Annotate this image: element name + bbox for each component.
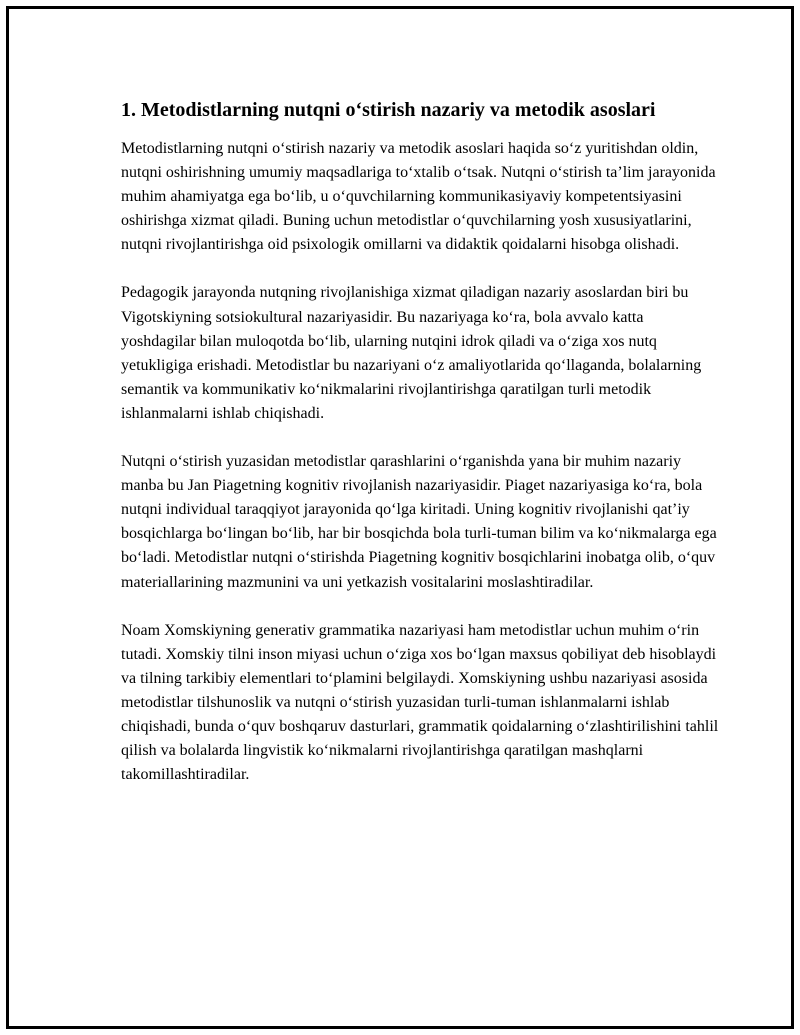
paragraph-3: Nutqni o‘stirish yuzasidan metodistlar qarashlarini o‘rganishda yana bir muhim nazariy manba bu Jan Piagetning kognitiv rivojlanish nazariyasidir. Piaget nazariyasiga ko‘ra, bola nutqni individual taraqqiyot jarayonida qo‘lga kiritadi. Uning kognitiv rivojlanishi qat’iy bosqichlarga bo‘lingan bo‘lib, har bir bosqichda bola turli-tuman bilim va ko‘nikmalarga ega bo‘ladi. Metodistlar nutqni o‘stirishda Piagetning kognitiv bosqichlarini inobatga olib, o‘quv materiallarining mazmunini va uni yetkazish vositalarini moslashtiradilar.	[121, 453, 717, 591]
paragraph-1: Metodistlarning nutqni o‘stirish nazariy va metodik asoslari haqida so‘z yuritishdan oldin, nutqni oshirishning umumiy maqsadlariga to‘xtalib o‘tsak. Nutqni o‘stirish ta’lim jarayonida muhim ahamiyatga ega bo‘lib, u o‘quvchilarning kommunikasiyaviy kompetentsiyasini oshirishga xizmat qiladi. Buning uchun metodistlar o‘quvchilarning yosh xususiyatlarini, nutqni rivojlantirishga oid psixologik omillarni va didaktik qoidalarni hisobga olishadi.	[121, 140, 716, 254]
document-body	[121, 97, 721, 811]
paragraph-4: Noam Xomskiyning generativ grammatika nazariyasi ham metodistlar uchun muhim o‘rin tutadi. Xomskiy tilni inson miyasi uchun o‘ziga xos bo‘lgan maxsus qobiliyat deb hisoblaydi va tilning tarkibiy elementlari to‘plamini belgilaydi. Xomskiyning ushbu nazariyasi asosida metodistlar tilshunoslik va nutqni o‘stirish yuzasidan turli-tuman ishlanmalarni ishlab chiqishadi, bunda o‘quv boshqaruv dasturlari, grammatik qoidalarning o‘zlashtirilishini tahlil qilish va bolalarda lingvistik ko‘nikmalarni rivojlantirishga qaratilgan mashqlarni takomillashtiradilar.	[121, 621, 719, 784]
document-page	[6, 6, 794, 1029]
paragraph-2: Pedagogik jarayonda nutqning rivojlanishiga xizmat qiladigan nazariy asoslardan biri bu Vigotskiyning sotsiokultural nazariyasidir. Bu nazariyaga ko‘ra, bola avvalo katta yoshdagilar bilan muloqotda bo‘lib, ularning nutqini idrok qiladi va o‘ziga xos nutq yetukligiga erishadi. Metodistlar bu nazariyani o‘z amaliyotlarida qo‘llaganda, bolalarning semantik va kommunikativ ko‘nikmalarini rivojlantirishga qaratilgan turli metodik ishlanmalarni ishlab chiqishadi.	[121, 284, 702, 422]
section-heading: 1. Metodistlarning nutqni o‘stirish nazariy va metodik asoslari	[121, 99, 656, 121]
